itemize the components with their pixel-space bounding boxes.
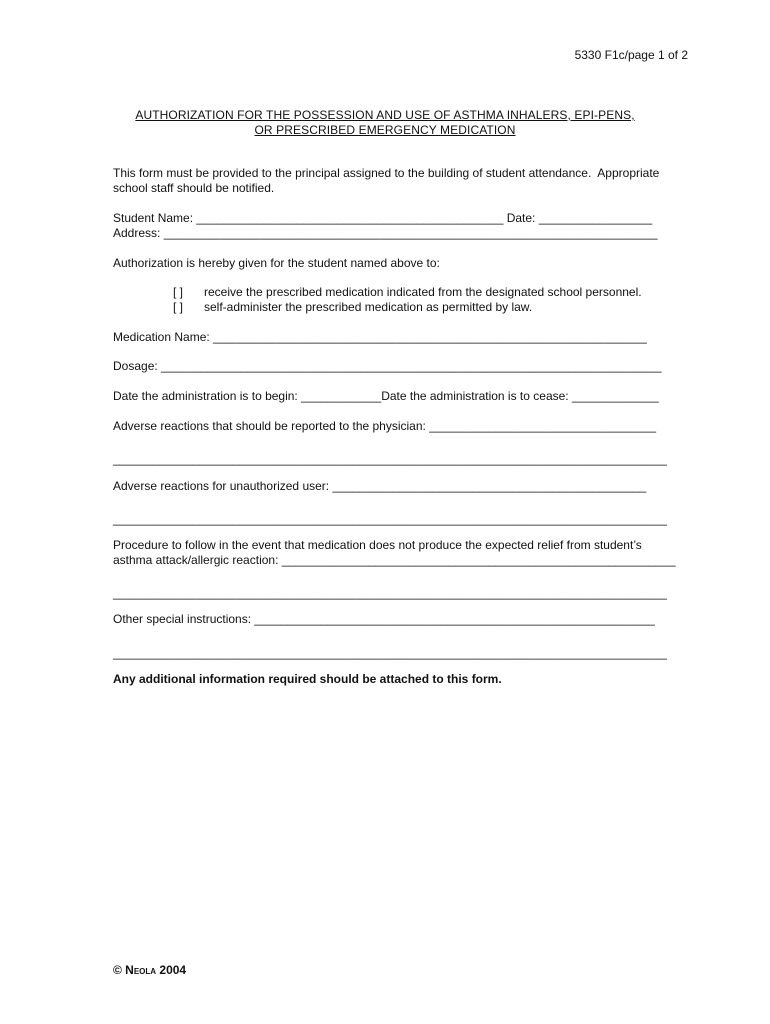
option-label-receive: receive the prescribed medication indicated from the designated school personnel. bbox=[204, 285, 642, 299]
address-field[interactable]: Address: __________________________________________________________________________ bbox=[113, 226, 658, 240]
form-title-line-1: AUTHORIZATION FOR THE POSSESSION AND USE OF ASTHMA INHALERS, EPI-PENS, bbox=[135, 108, 635, 122]
blank-line[interactable]: ___________________________________________________________________________________ bbox=[113, 646, 667, 660]
adverse-reactions-unauthorized-field[interactable]: Adverse reactions for unauthorized user: _______________________________________________ bbox=[113, 479, 647, 493]
adverse-reactions-physician-field[interactable]: Adverse reactions that should be reported to the physician: __________________________________ bbox=[113, 419, 657, 433]
blank-line[interactable]: ___________________________________________________________________________________ bbox=[113, 452, 667, 466]
copyright-footer: © Neola 2004 bbox=[113, 963, 187, 977]
option-checkbox-self-administer[interactable]: [ ] bbox=[173, 300, 184, 314]
procedure-field[interactable]: asthma attack/allergic reaction: ___________________________________________________________ bbox=[113, 553, 676, 567]
authorization-statement: Authorization is hereby given for the student named above to: bbox=[113, 256, 440, 270]
medication-name-field[interactable]: Medication Name: _________________________________________________________________ bbox=[113, 330, 647, 344]
option-checkbox-receive[interactable]: [ ] bbox=[173, 285, 184, 299]
other-instructions-field[interactable]: Other special instructions: ____________________________________________________________ bbox=[113, 612, 655, 626]
attachment-note: Any additional information required should be attached to this form. bbox=[113, 672, 502, 686]
form-reference: 5330 F1c/page 1 of 2 bbox=[574, 48, 688, 62]
administration-dates-field[interactable]: Date the administration is to begin: ____________Date the administration is to cease: _____________ bbox=[113, 389, 659, 403]
blank-line[interactable]: ___________________________________________________________________________________ bbox=[113, 586, 667, 600]
student-name-field[interactable]: Student Name: ______________________________________________ Date: _________________ bbox=[113, 211, 653, 225]
form-title-line-2: OR PRESCRIBED EMERGENCY MEDICATION bbox=[254, 123, 516, 137]
procedure-line-1: Procedure to follow in the event that medication does not produce the expected relief from student’s bbox=[113, 538, 642, 552]
intro-line-1: This form must be provided to the principal assigned to the building of student attendance. Appropriate bbox=[113, 166, 660, 180]
dosage-field[interactable]: Dosage: ___________________________________________________________________________ bbox=[113, 359, 662, 373]
option-label-self-administer: self-administer the prescribed medication as permitted by law. bbox=[204, 300, 533, 314]
intro-line-2: school staff should be notified. bbox=[113, 181, 275, 195]
blank-line[interactable]: ___________________________________________________________________________________ bbox=[113, 512, 667, 526]
